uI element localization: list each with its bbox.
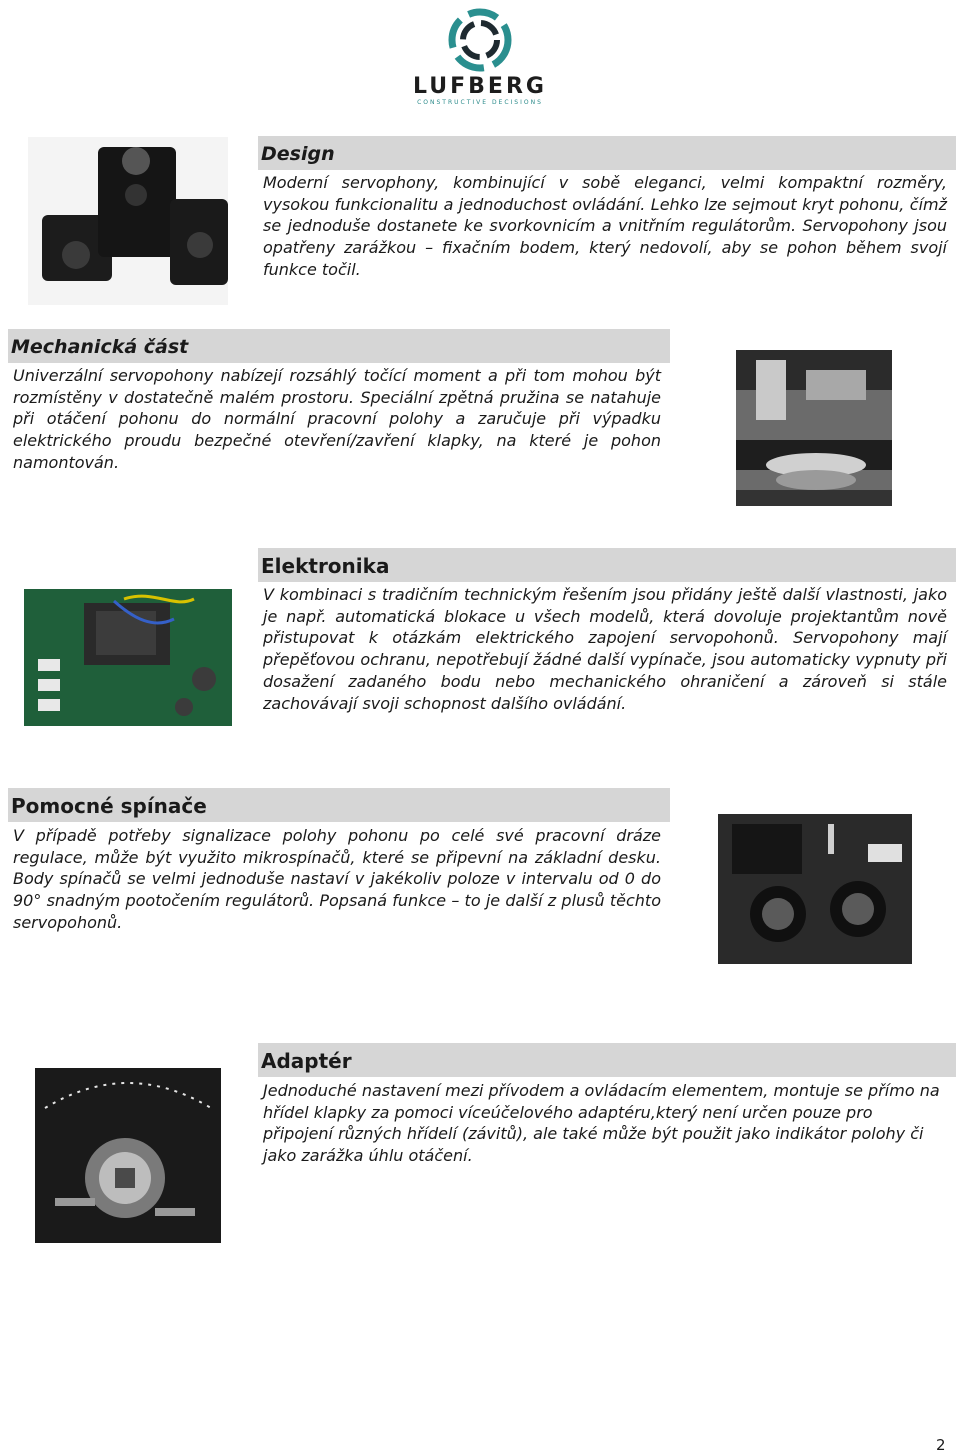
section-body-design: Moderní servophony, kombinující v sobě eleganci, velmi kompaktní rozměry, vysokou funkcionalitu a jednoduchost ovládání. Lehko lze sejmout kryt pohonu, čímž se jednoduše dostanete ke svorkovnicím a vnitřním regulátorům. Servopohony jsou opatřeny zarážkou – fixačním bodem, který nedovolí, aby se pohon během svojí funkce točil. — [263, 173, 947, 279]
section-title: Adaptér — [261, 1049, 352, 1073]
page-number: 2 — [936, 1436, 946, 1454]
section-header-adapter — [258, 1043, 956, 1077]
logo-wordmark: LUFBERG — [413, 74, 547, 99]
section-body-electronics: V kombinaci s tradičním technickým řešením jsou přidány ještě další vlastnosti, jako je např. automatická blokace u všech modelů, která dovoluje projektantům nově přistupovat k otázkám elektrického zapojení servopohonů. Servopohony mají přepěťovou ochranu, nepotřebují žádné další vypínače, jsou automaticky vypnuty při dosažení zadaného bodu nebo mechanického ohraničení a zároveň si stále zachovávají svoji schopnost dalšího ovládání. — [263, 585, 947, 713]
logo-tagline: CONSTRUCTIVE DECISIONS — [417, 99, 543, 106]
gear-mechanism-image — [736, 350, 892, 506]
circuit-board-image — [24, 589, 232, 726]
section-body-mechanical: Univerzální servopohony nabízejí rozsáhlý točící moment a při tom mohou být rozmístěny v dostatečně malém prostoru. Speciální zpětná pružina se natahuje při otáčení pohonu do normální pracovní polohy a zaručuje při výpadku elektrického proudu bezpečné otevření/zavření klapky, na které je pohon namontován. — [13, 366, 661, 472]
logo-emblem-icon — [400, 4, 560, 76]
section-header-design — [258, 136, 956, 170]
section-body-adapter: Jednoduché nastavení mezi přívodem a ovládacím elementem, montuje se přímo na hřídel klapky za pomoci víceúčelového adaptéru,který není určen pouze pro připojení různých hřídelí (závitů), ale také může být použit jako indikátor polohy či jako zarážka úhlu otáčení. — [263, 1081, 940, 1166]
section-header-electronics — [258, 548, 956, 582]
company-logo — [400, 4, 560, 104]
adapter-image — [35, 1068, 221, 1243]
section-title: Pomocné spínače — [11, 794, 207, 818]
section-body-aux-switches: V případě potřeby signalizace polohy pohonu po celé své pracovní dráze regulace, může být využito mikrospínačů, které se připevní na základní desku. Body spínačů se velmi jednoduše nastaví v jakékoliv poloze v intervalu od 0 do 90° snadným pootočením regulátorů. Popsaná funkce – to je další z plusů těchto servopohonů. — [13, 826, 661, 932]
section-header-aux-switches — [8, 788, 670, 822]
auxiliary-switches-image — [718, 814, 912, 964]
section-header-mechanical — [8, 329, 670, 363]
section-title: Design — [261, 143, 335, 165]
section-title: Elektronika — [261, 554, 390, 578]
section-title: Mechanická část — [11, 336, 189, 358]
servo-actuators-image — [28, 137, 228, 305]
